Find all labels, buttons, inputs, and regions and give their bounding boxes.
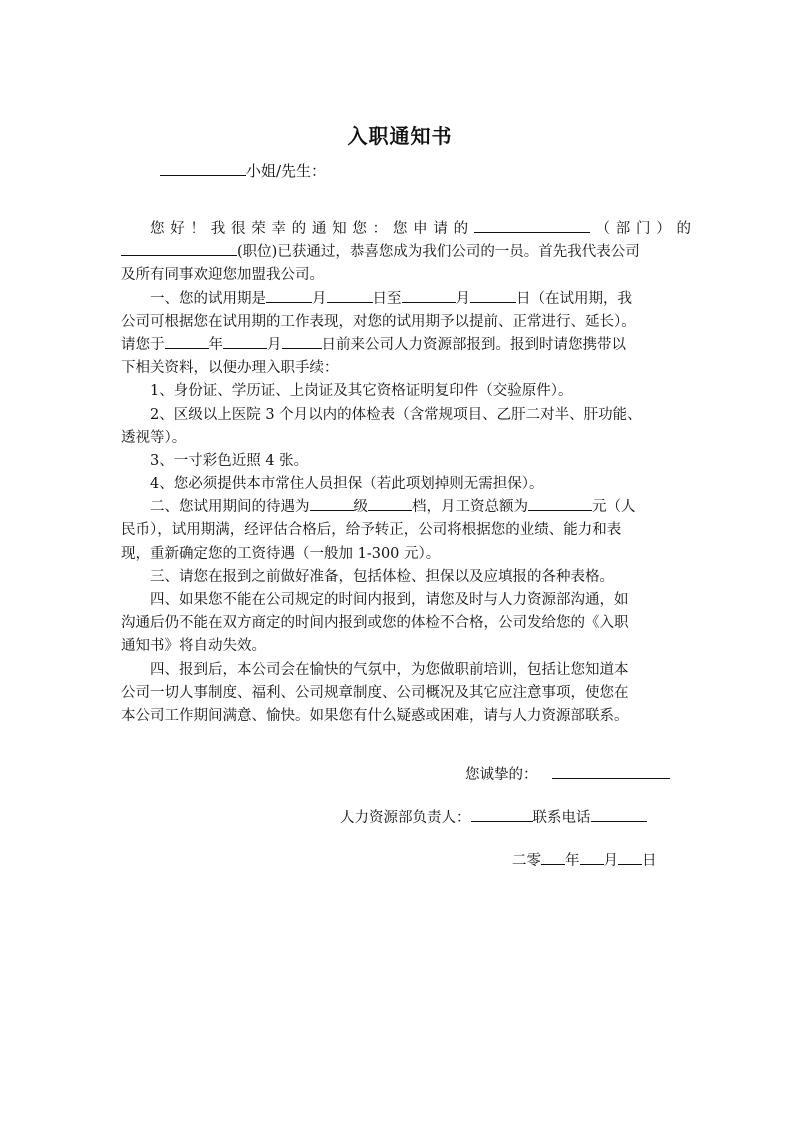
sincerely-signature-blank[interactable] (552, 764, 670, 779)
date-line: 二零 年 月 日 (512, 849, 657, 870)
phone-blank[interactable] (591, 807, 647, 822)
probation-start-month-blank[interactable] (266, 288, 312, 303)
probation-start-day-blank[interactable] (327, 288, 373, 303)
paragraph-line: 您好！我很荣幸的通知您：您申请的 （部门）的 (121, 218, 691, 241)
salary-blank[interactable] (528, 496, 592, 511)
salutation-text: 小姐/先生： (246, 162, 327, 180)
list-item: 1、身份证、学历证、上岗证及其它资格证明复印件（交验原件）。 (150, 383, 573, 400)
paragraph-line: 一、您的试用期是 月 日至 月 日（在试用期，我 (121, 288, 691, 311)
list-item: 2、区级以上医院 3 个月以内的体检表（含常规项目、乙肝二对半、肝功能、 (150, 406, 642, 423)
document-title: 入职通知书 (347, 124, 453, 148)
report-day-blank[interactable] (282, 334, 322, 349)
report-year-blank[interactable] (165, 334, 209, 349)
paragraph-line: 请您于 年 月 日前来公司人力资源部报到。报到时请您携带以 (121, 334, 691, 357)
letter-body (121, 218, 691, 728)
department-blank[interactable] (474, 218, 590, 233)
paragraph-line: 四、报到后，本公司会在愉快的气氛中，为您做职前培训，包括让您知道本 (150, 661, 629, 678)
paragraph-line: 现，重新确定您的工资待遇（一般加 1-300 元）。 (121, 545, 441, 562)
level-blank[interactable] (368, 496, 412, 511)
sincerely-line: 您诚挚的： (465, 763, 670, 784)
paragraph-line: 民币），试用期满，经评估合格后，给予转正，公司将根据您的业绩、能力和表 (121, 522, 622, 539)
paragraph-line: 下相关资料，以便办理入职手续： (121, 360, 339, 377)
paragraph-line: 及所有同事欢迎您加盟我公司。 (121, 267, 324, 284)
paragraph-line: 本公司工作期间满意、愉快。如果您有什么疑惑或困难，请与人力资源部联系。 (121, 707, 629, 724)
paragraph-line: 三、请您在报到之前做好准备，包括体检、担保以及应填报的各种表格。 (150, 568, 614, 585)
salutation (160, 160, 326, 181)
date-month-blank[interactable] (580, 850, 604, 865)
paragraph-line: 透视等）。 (121, 429, 187, 446)
paragraph-line: 沟通后仍不能在双方商定的时间内报到或您的体检不合格，公司发给您的《入职 (121, 615, 629, 632)
probation-end-month-blank[interactable] (402, 288, 456, 303)
paragraph-line: 公司可根据您在试用期的工作表现，对您的试用期予以提前、正常进行、延长）。 (121, 313, 636, 330)
paragraph-line: 四、如果您不能在公司规定的时间内报到，请您及时与人力资源部沟通，如 (150, 592, 629, 608)
paragraph-line: 通知书》将自动失效。 (121, 638, 266, 655)
paragraph-line: 二、您试用期间的待遇为 级 档，月工资总额为 元（人 (121, 496, 691, 519)
name-blank[interactable] (160, 161, 246, 176)
paragraph-line: 公司一切人事制度、福利、公司规章制度、公司概况及其它应注意事项，使您在 (121, 684, 629, 701)
list-item: 4、您必须提供本市常住人员担保（若此项划掉则无需担保）。 (150, 476, 544, 493)
grade-blank[interactable] (310, 496, 354, 511)
date-day-blank[interactable] (618, 850, 642, 865)
hr-head-blank[interactable] (471, 807, 533, 822)
list-item: 3、一寸彩色近照 4 张。 (150, 452, 309, 469)
date-year-blank[interactable] (541, 850, 565, 865)
paragraph-line: (职位)已获通过，恭喜您成为我们公司的一员。首先我代表公司 (121, 241, 691, 264)
position-blank[interactable] (121, 241, 237, 256)
probation-end-day-blank[interactable] (470, 288, 516, 303)
report-month-blank[interactable] (223, 334, 267, 349)
hr-signature-line: 人力资源部负责人： 联系电话 (340, 806, 647, 827)
